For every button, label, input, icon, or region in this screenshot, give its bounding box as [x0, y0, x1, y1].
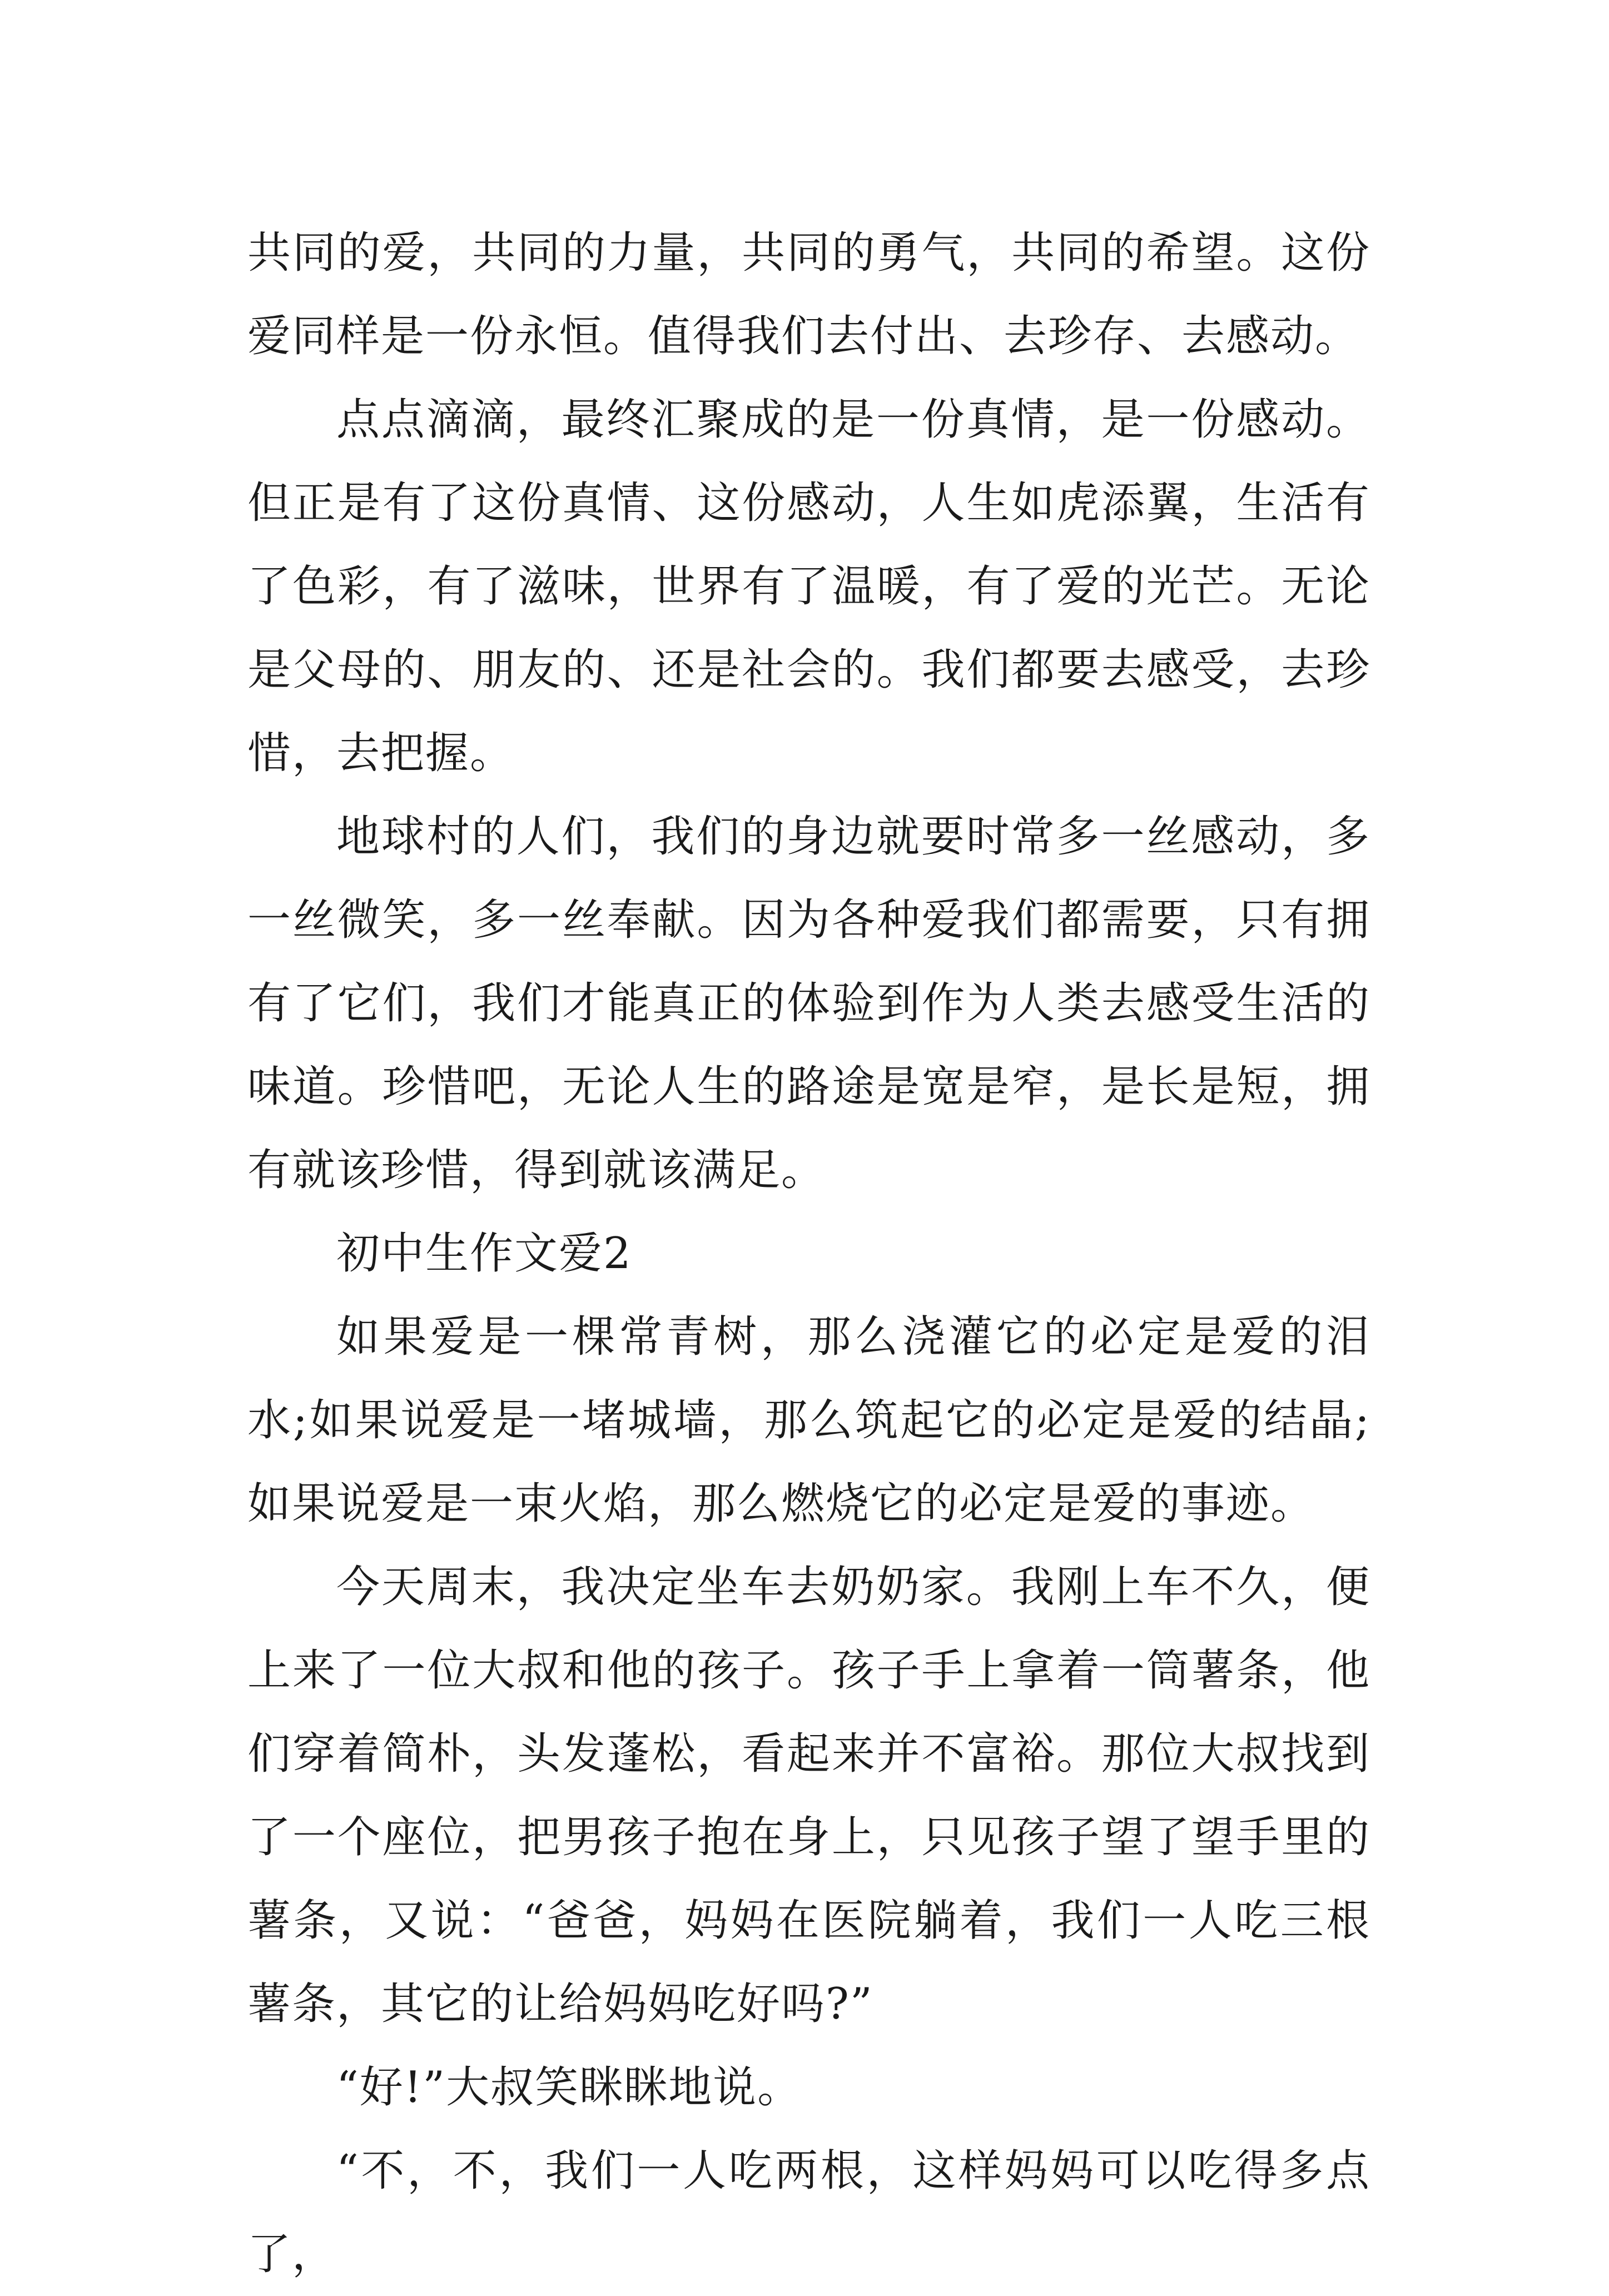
section-heading: 初中生作文爱2 [336, 1229, 632, 1279]
paragraph-3: 地球村的人们，我们的身边就要时常多一丝感动，多一丝微笑，多一丝奉献。因为各种爱我们都需要，只有拥有了它们，我们才能真正的体验到作为人类去感受生活的味道。珍惜吧，无论人生的路途是宽是窄，是长是短，拥有就该珍惜，得到就该满足。 [247, 812, 1370, 1195]
paragraph-4: 如果爱是一棵常青树，那么浇灌它的必定是爱的泪水;如果说爱是一堵城墙，那么筑起它的必定是爱的结晶;如果说爱是一束火焰，那么燃烧它的必定是爱的事迹。 [247, 1312, 1370, 1529]
paragraph-1: 共同的爱，共同的力量，共同的勇气，共同的希望。这份爱同样是一份永恒。值得我们去付出、去珍存、去感动。 [247, 228, 1370, 361]
paragraph-7: “不，不，我们一人吃两根，这样妈妈可以吃得多点了， [247, 2146, 1370, 2279]
document-body [247, 211, 1370, 2296]
paragraph-5: 今天周末，我决定坐车去奶奶家。我刚上车不久，便上来了一位大叔和他的孩子。孩子手上拿着一筒薯条，他们穿着简朴，头发蓬松，看起来并不富裕。那位大叔找到了一个座位，把男孩子抱在身上，只见孩子望了望手里的薯条，又说：“爸爸，妈妈在医院躺着，我们一人吃三根薯条，其它的让给妈妈吃好吗?” [247, 1562, 1370, 2029]
paragraph-2: 点点滴滴，最终汇聚成的是一份真情，是一份感动。但正是有了这份真情、这份感动，人生如虎添翼，生活有了色彩，有了滋味，世界有了温暖，有了爱的光芒。无论是父母的、朋友的、还是社会的。我们都要去感受，去珍惜，去把握。 [247, 395, 1370, 778]
paragraph-6: “好!”大叔笑眯眯地说。 [336, 2063, 802, 2113]
